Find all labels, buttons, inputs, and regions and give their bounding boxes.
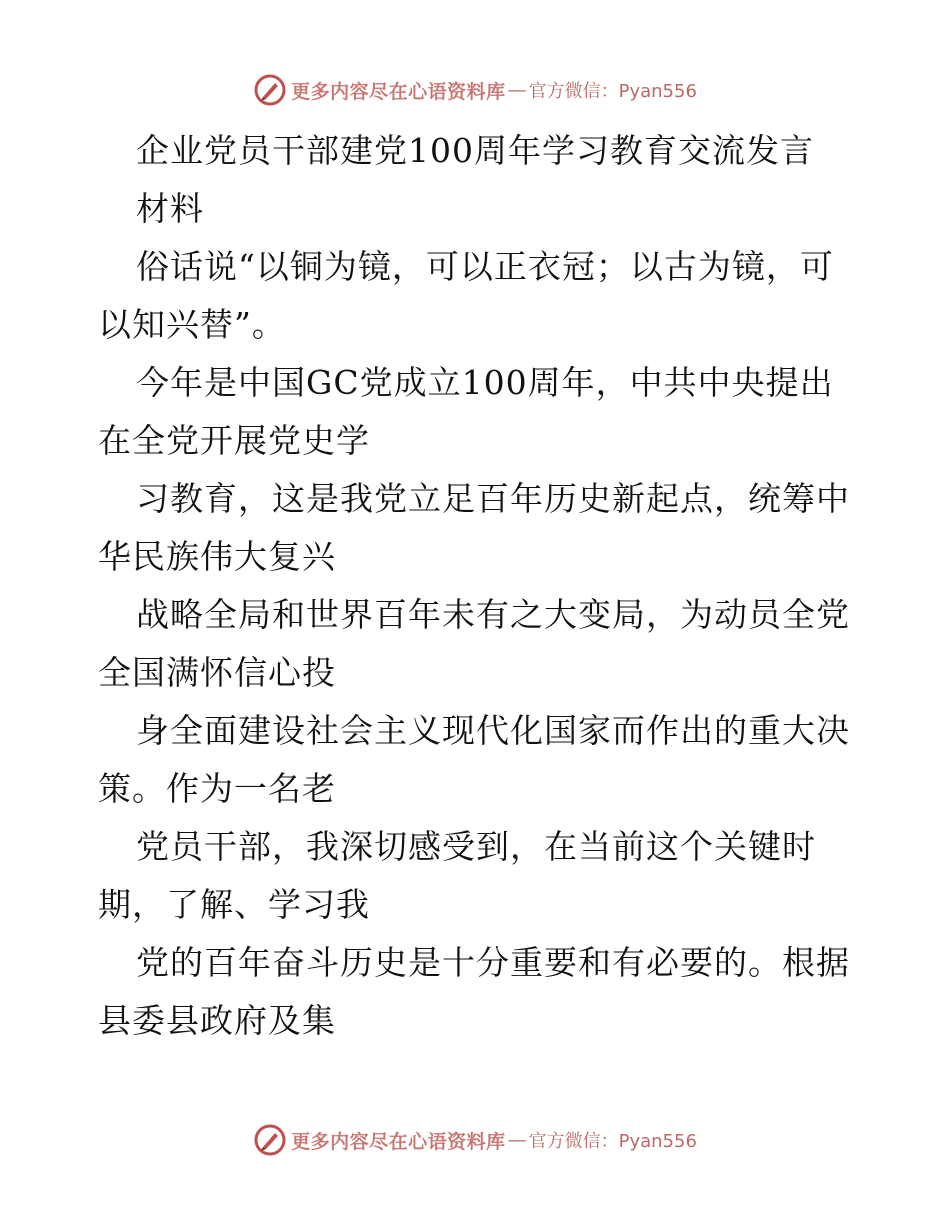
pen-logo-icon [253, 1123, 287, 1157]
document-body [98, 122, 858, 1050]
watermark-main-text: 更多内容尽在心语资料库 [291, 80, 506, 103]
footer-watermark [0, 1120, 950, 1160]
doc-line: 县委县政府及集 [98, 1001, 336, 1040]
header-watermark [0, 70, 950, 110]
doc-line: 在全党开展党史学 [98, 421, 370, 460]
doc-line: 华民族伟大复兴 [98, 537, 336, 576]
watermark-dash: — [507, 79, 527, 101]
doc-line: 材料 [136, 189, 204, 228]
doc-line: 全国满怀信心投 [98, 653, 336, 692]
doc-line: 企业党员干部建党100周年学习教育交流发言 [136, 131, 814, 170]
doc-line: 以知兴替”。 [98, 305, 286, 344]
doc-line: 今年是中国GC党成立100周年，中共中央提出 [136, 363, 834, 402]
doc-line: 期，了解、学习我 [98, 885, 370, 924]
watermark-main-text: 更多内容尽在心语资料库 [291, 1130, 506, 1153]
doc-line: 战略全局和世界百年未有之大变局，为动员全党 [136, 595, 850, 634]
doc-line: 党的百年奋斗历史是十分重要和有必要的。根据 [136, 943, 850, 982]
doc-line: 策。作为一名老 [98, 769, 336, 808]
doc-line: 习教育，这是我党立足百年历史新起点，统筹中 [136, 479, 850, 518]
watermark-dash: — [507, 1129, 527, 1151]
doc-line: 俗话说“以铜为镜，可以正衣冠；以古为镜，可 [136, 247, 834, 286]
watermark-sub-text: 官方微信：Pyan556 [528, 1131, 697, 1152]
pen-logo-icon [253, 73, 287, 107]
doc-line: 党员干部，我深切感受到，在当前这个关键时 [136, 827, 816, 866]
doc-line: 身全面建设社会主义现代化国家而作出的重大决 [136, 711, 850, 750]
watermark-sub-text: 官方微信：Pyan556 [528, 81, 697, 102]
